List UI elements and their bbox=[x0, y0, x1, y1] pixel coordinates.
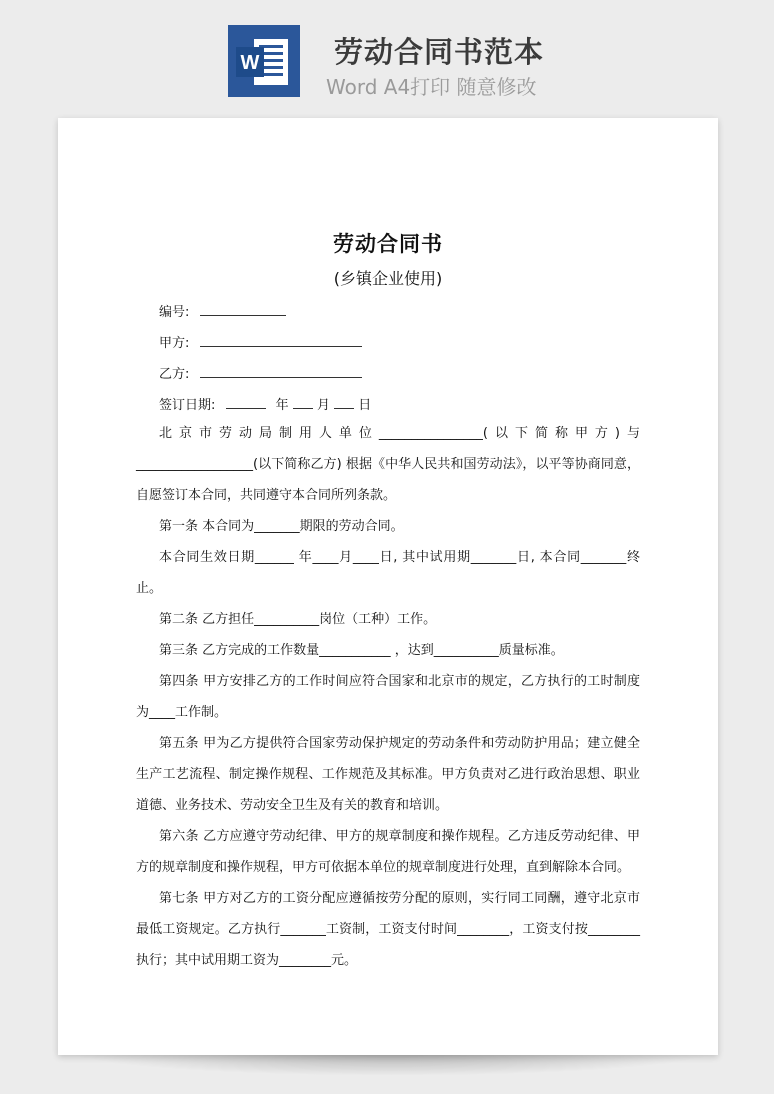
number-field bbox=[159, 301, 286, 320]
word-icon bbox=[228, 25, 300, 97]
day-label: 日 bbox=[358, 398, 372, 413]
paragraph-article-7: 第七条 甲方对乙方的工资分配应遵循按劳分配的原则，实行同工同酬，遵守北京市最低工资规定。乙方执行_______工资制，工资支付时间________，工资支付按________执行；其中试用期工资为________元。 bbox=[136, 891, 640, 968]
paragraph-article-5: 第五条 甲为乙方提供符合国家劳动保护规定的劳动条件和劳动防护用品；建立健全生产工艺流程、制定操作规程、工作规范及其标准。甲方负责对乙进行政治思想、职业道德、业务技术、劳动安全卫生及有关的教育和培训。 bbox=[136, 736, 640, 813]
paragraph-preamble: 北京市劳动局制用人单位________________(以下简称甲方)与__________________(以下简称乙方) 根据《中华人民共和国劳动法》，以平等协商同意，自愿签订本合同，共同遵守本合同所列条款。 bbox=[136, 426, 640, 503]
document-title: 劳动合同书 bbox=[333, 232, 443, 256]
year-label: 年 bbox=[275, 398, 289, 413]
sign-month-blank[interactable] bbox=[293, 394, 313, 409]
header-banner bbox=[0, 0, 774, 112]
contract-body bbox=[136, 418, 640, 976]
paragraph-effective-date: 本合同生效日期______ 年____月____日, 其中试用期_______日, 本合同_______终止。 bbox=[136, 550, 640, 596]
party-a-blank[interactable] bbox=[200, 332, 362, 347]
sign-day-blank[interactable] bbox=[334, 394, 354, 409]
paragraph-article-2: 第二条 乙方担任__________岗位（工种）工作。 bbox=[159, 612, 437, 627]
paragraph-article-3: 第三条 乙方完成的工作数量___________ ，达到__________质量标准。 bbox=[159, 643, 564, 658]
party-a-label: 甲方: bbox=[159, 336, 190, 351]
sign-date-field bbox=[159, 394, 371, 413]
party-b-blank[interactable] bbox=[200, 363, 362, 378]
paragraph-article-1: 第一条 本合同为_______期限的劳动合同。 bbox=[159, 519, 404, 534]
month-label: 月 bbox=[316, 398, 330, 413]
document-page bbox=[58, 118, 718, 1055]
sign-date-label: 签订日期: bbox=[159, 398, 216, 413]
paragraph-article-4: 第四条 甲方安排乙方的工作时间应符合国家和北京市的规定，乙方执行的工时制度为____工作制。 bbox=[136, 674, 640, 720]
document-subtitle: (乡镇企业使用) bbox=[333, 269, 443, 288]
number-label: 编号: bbox=[159, 305, 190, 320]
sign-year-blank[interactable] bbox=[226, 394, 266, 409]
banner-title: 劳动合同书范本 bbox=[334, 35, 545, 69]
party-b-field bbox=[159, 363, 362, 382]
banner-subtitle: Word A4打印 随意修改 bbox=[326, 75, 537, 99]
number-blank[interactable] bbox=[200, 301, 286, 316]
party-b-label: 乙方: bbox=[159, 367, 190, 382]
logo-letter: W bbox=[240, 52, 260, 74]
paragraph-article-6: 第六条 乙方应遵守劳动纪律、甲方的规章制度和操作规程。乙方违反劳动纪律、甲方的规章制度和操作规程，甲方可依据本单位的规章制度进行处理，直到解除本合同。 bbox=[136, 829, 640, 875]
party-a-field bbox=[159, 332, 362, 351]
